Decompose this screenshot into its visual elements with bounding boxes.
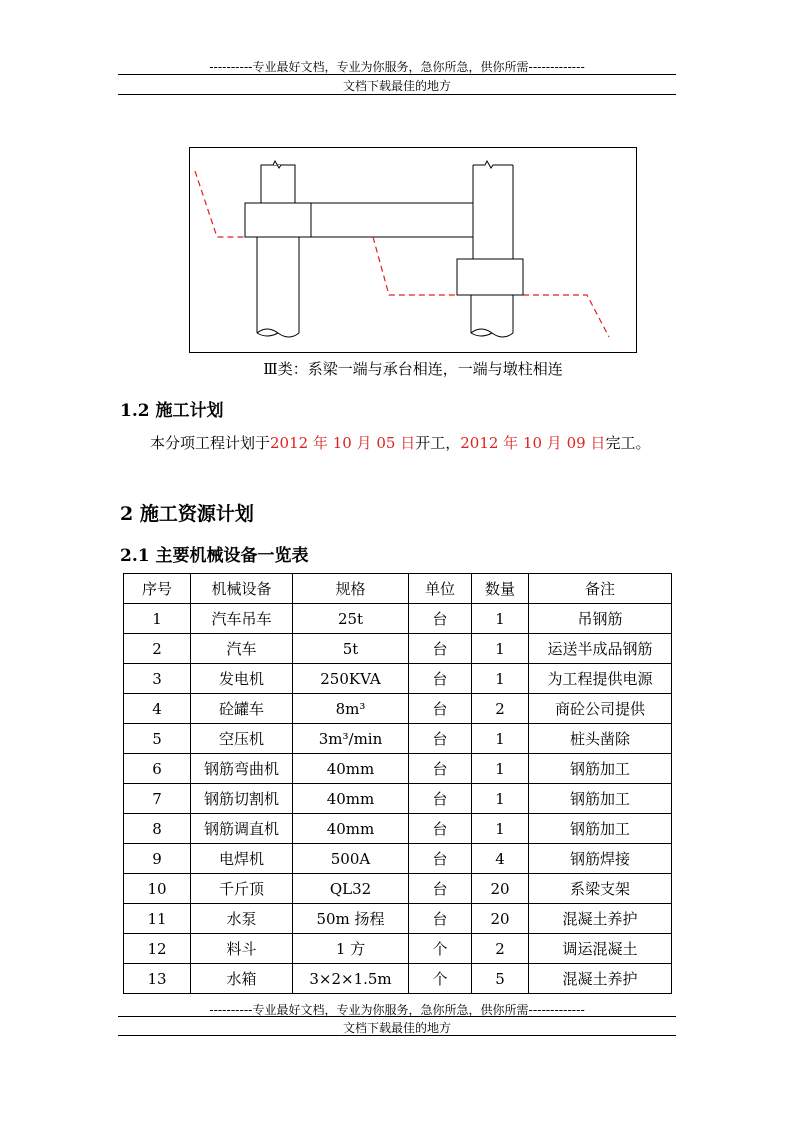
table-row [124, 694, 672, 724]
table-cell: 料斗 [191, 934, 293, 964]
table-cell: 1 [472, 754, 529, 784]
table-cell: 千斤顶 [191, 874, 293, 904]
table-row [124, 904, 672, 934]
schedule-paragraph [150, 432, 650, 453]
table-row [124, 844, 672, 874]
table-cell: 钢筋调直机 [191, 814, 293, 844]
table-cell: 调运混凝土 [529, 934, 672, 964]
table-cell: 混凝土养护 [529, 964, 672, 994]
table-cell: 发电机 [191, 664, 293, 694]
table-header-row [124, 574, 672, 604]
table-cell: 台 [409, 664, 472, 694]
table-cell: 13 [124, 964, 191, 994]
table-cell: 台 [409, 754, 472, 784]
header-subtitle: 文档下载最佳的地方 [342, 79, 451, 93]
table-row [124, 604, 672, 634]
table-cell: 2 [472, 694, 529, 724]
table-cell: 为工程提供电源 [529, 664, 672, 694]
table-cell: 6 [124, 754, 191, 784]
table-cell: 个 [409, 934, 472, 964]
table-cell: 1 [472, 814, 529, 844]
footer-subtitle: 文档下载最佳的地方 [342, 1021, 451, 1035]
header-rule [118, 74, 676, 75]
table-cell: 4 [124, 694, 191, 724]
table-cell: 8m³ [293, 694, 409, 724]
table-row [124, 874, 672, 904]
table-cell: 水箱 [191, 964, 293, 994]
table-row [124, 784, 672, 814]
start-date: 2012 年 10 月 05 日 [270, 434, 416, 452]
header-cell: 数量 [472, 574, 529, 604]
schedule-prefix: 本分项工程计划于 [150, 434, 271, 452]
table-cell: 7 [124, 784, 191, 814]
table-cell: 3×2×1.5m [293, 964, 409, 994]
table-cell: 3m³/min [293, 724, 409, 754]
table-row [124, 964, 672, 994]
table-cell: 台 [409, 694, 472, 724]
table-cell: 空压机 [191, 724, 293, 754]
table-cell: 20 [472, 904, 529, 934]
table-cell: 20 [472, 874, 529, 904]
table-cell: 1 [472, 664, 529, 694]
table-cell: 500A [293, 844, 409, 874]
header-cell: 机械设备 [191, 574, 293, 604]
header-tagline: ----------专业最好文档，专业为你服务，急你所急，供你所需------------- [209, 60, 585, 74]
equipment-table [123, 573, 672, 994]
table-cell: 40mm [293, 784, 409, 814]
header-cell: 单位 [409, 574, 472, 604]
table-row [124, 664, 672, 694]
table-cell: 桩头凿除 [529, 724, 672, 754]
table-cell: QL32 [293, 874, 409, 904]
table-cell: 5 [472, 964, 529, 994]
table-cell: 2 [124, 634, 191, 664]
tie-beam-diagram [189, 147, 637, 353]
table-cell: 9 [124, 844, 191, 874]
table-cell: 25t [293, 604, 409, 634]
schedule-middle: 开工， [415, 434, 461, 452]
table-cell: 1 [472, 634, 529, 664]
header-cell: 备注 [529, 574, 672, 604]
schedule-suffix: 完工。 [605, 434, 651, 452]
table-cell: 吊钢筋 [529, 604, 672, 634]
table-cell: 40mm [293, 814, 409, 844]
table-row [124, 934, 672, 964]
table-cell: 250KVA [293, 664, 409, 694]
table-cell: 1 方 [293, 934, 409, 964]
table-cell: 台 [409, 784, 472, 814]
table-cell: 汽车吊车 [191, 604, 293, 634]
table-cell: 钢筋加工 [529, 814, 672, 844]
table-cell: 台 [409, 724, 472, 754]
table-cell: 运送半成品钢筋 [529, 634, 672, 664]
table-cell: 个 [409, 964, 472, 994]
table-cell: 1 [472, 784, 529, 814]
table-cell: 台 [409, 844, 472, 874]
table-cell: 钢筋切割机 [191, 784, 293, 814]
table-row [124, 754, 672, 784]
table-cell: 电焊机 [191, 844, 293, 874]
table-cell: 2 [472, 934, 529, 964]
section-1-2-heading: 1.2 施工计划 [120, 401, 224, 421]
table-cell: 汽车 [191, 634, 293, 664]
table-cell: 1 [124, 604, 191, 634]
table-row [124, 634, 672, 664]
table-cell: 商砼公司提供 [529, 694, 672, 724]
table-cell: 1 [472, 724, 529, 754]
table-cell: 12 [124, 934, 191, 964]
table-cell: 钢筋加工 [529, 784, 672, 814]
figure-caption: Ⅲ类：系梁一端与承台相连，一端与墩柱相连 [263, 360, 563, 378]
section-2-heading: 2 施工资源计划 [120, 503, 254, 525]
table-cell: 11 [124, 904, 191, 934]
table-cell: 5t [293, 634, 409, 664]
table-cell: 3 [124, 664, 191, 694]
table-cell: 50m 扬程 [293, 904, 409, 934]
table-cell: 8 [124, 814, 191, 844]
table-cell: 钢筋加工 [529, 754, 672, 784]
end-date: 2012 年 10 月 09 日 [460, 434, 606, 452]
footer-rule [118, 1016, 676, 1017]
table-cell: 4 [472, 844, 529, 874]
header-cell: 规格 [293, 574, 409, 604]
header-cell: 序号 [124, 574, 191, 604]
table-cell: 1 [472, 604, 529, 634]
table-row [124, 724, 672, 754]
table-cell: 40mm [293, 754, 409, 784]
table-cell: 台 [409, 604, 472, 634]
table-cell: 混凝土养护 [529, 904, 672, 934]
table-cell: 系梁支架 [529, 874, 672, 904]
header-rule-bottom [118, 94, 676, 95]
table-cell: 水泵 [191, 904, 293, 934]
table-cell: 砼罐车 [191, 694, 293, 724]
table-cell: 台 [409, 634, 472, 664]
footer-tagline: ----------专业最好文档，专业为你服务，急你所急，供你所需------------- [209, 1003, 585, 1017]
table-row [124, 814, 672, 844]
table-cell: 台 [409, 874, 472, 904]
footer-rule-bottom [118, 1035, 676, 1036]
section-2-1-heading: 2.1 主要机械设备一览表 [120, 546, 309, 566]
table-cell: 10 [124, 874, 191, 904]
table-cell: 台 [409, 904, 472, 934]
table-cell: 台 [409, 814, 472, 844]
table-cell: 钢筋焊接 [529, 844, 672, 874]
table-cell: 5 [124, 724, 191, 754]
table-cell: 钢筋弯曲机 [191, 754, 293, 784]
